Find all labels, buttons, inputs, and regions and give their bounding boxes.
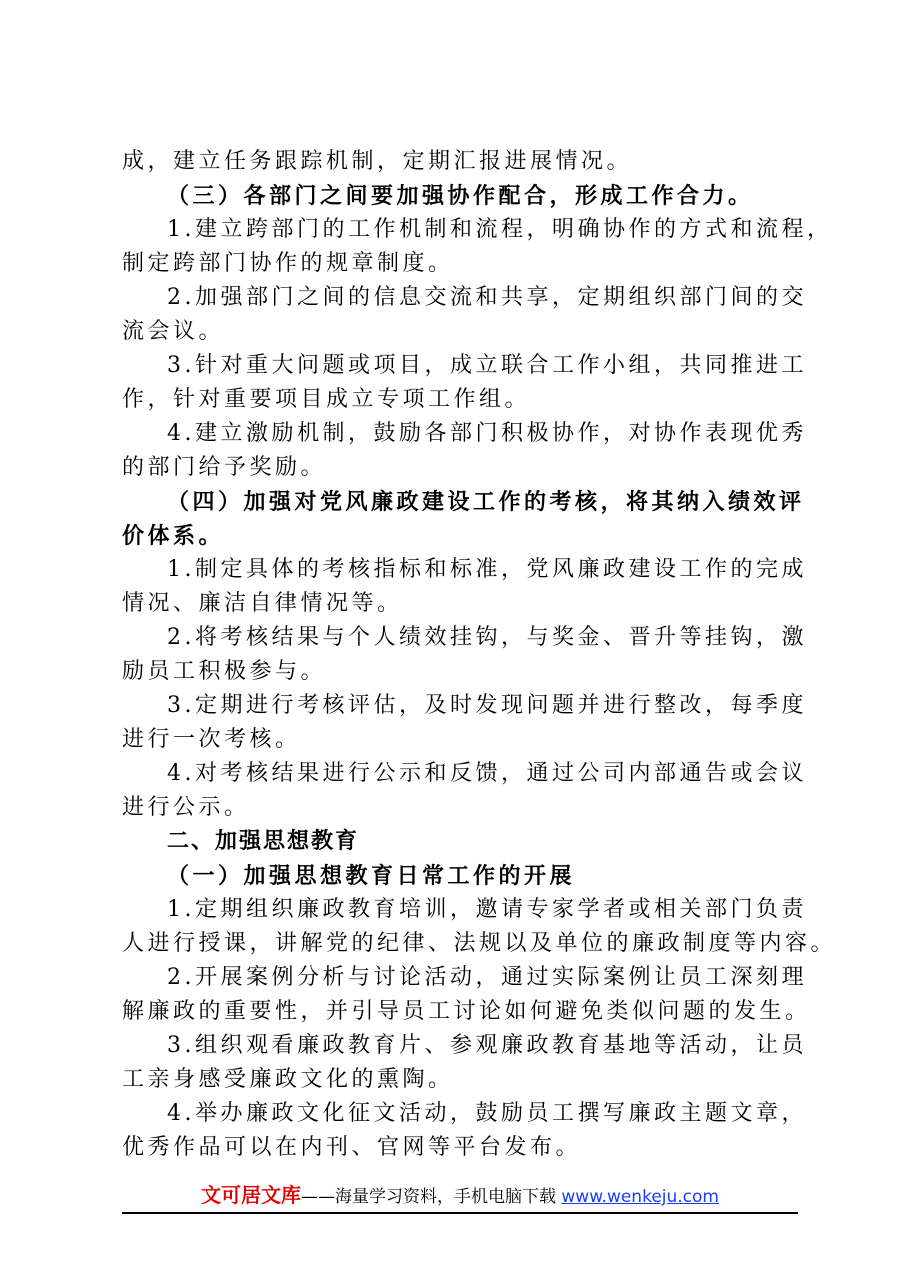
text-line: 3.组织观看廉政教育片、参观廉政教育基地等活动，让员 — [167, 1033, 807, 1058]
subsection-heading — [122, 485, 805, 553]
text-line: 解廉政的重要性，并引导员工讨论如何避免类似问题的发生。 — [122, 999, 811, 1024]
text-line: 4.对考核结果进行公示和反馈，通过公司内部通告或会议 — [167, 761, 807, 786]
text-line: 二、加强思想教育 — [167, 829, 360, 854]
text-line: 进行公示。 — [122, 795, 250, 820]
text-line: 1.定期组织廉政教育培训，邀请专家学者或相关部门负责 — [167, 897, 807, 922]
paragraph — [122, 213, 833, 281]
text-line: 制定跨部门协作的规章制度。 — [122, 251, 454, 276]
footer-brand: 文可居文库 — [200, 1183, 301, 1207]
text-line: 流会议。 — [122, 319, 225, 344]
paragraph — [122, 145, 798, 179]
text-line: （三）各部门之间要加强协作配合，形成工作合力。 — [167, 183, 754, 209]
text-line: 3.针对重大问题或项目，成立联合工作小组，共同推进工 — [167, 353, 807, 378]
text-line: 成，建立任务跟踪机制，定期汇报进展情况。 — [122, 149, 633, 174]
paragraph — [122, 1029, 807, 1097]
section-heading — [122, 825, 798, 859]
text-line: 4.建立激励机制，鼓励各部门积极协作，对协作表现优秀 — [167, 421, 807, 446]
paragraph — [122, 1097, 807, 1165]
text-line: 价体系。 — [122, 523, 225, 549]
text-line: 1.制定具体的考核指标和标准，党风廉政建设工作的完成 — [167, 557, 807, 582]
paragraph — [122, 621, 807, 689]
text-line: （一）加强思想教育日常工作的开展 — [167, 863, 576, 889]
text-line: 人进行授课，讲解党的纪律、法规以及单位的廉政制度等内容。 — [122, 931, 837, 956]
subsection-heading — [122, 859, 798, 893]
text-line: 4.举办廉政文化征文活动，鼓励员工撰写廉政主题文章， — [167, 1101, 807, 1126]
paragraph — [122, 553, 807, 621]
paragraph — [122, 893, 837, 961]
text-line: 2.加强部门之间的信息交流和共享，定期组织部门间的交 — [167, 285, 807, 310]
text-line: 励员工积极参与。 — [122, 659, 327, 684]
text-line: 工亲身感受廉政文化的熏陶。 — [122, 1067, 454, 1092]
paragraph — [122, 961, 811, 1029]
subsection-heading — [122, 179, 798, 213]
paragraph — [122, 417, 807, 485]
footer-banner — [122, 1180, 798, 1214]
paragraph — [122, 349, 807, 417]
text-line: 情况、廉洁自律情况等。 — [122, 591, 403, 616]
footer-link[interactable]: www.wenkeju.com — [561, 1187, 719, 1207]
text-line: （四）加强对党风廉政建设工作的考核，将其纳入绩效评 — [167, 489, 805, 515]
text-line: 2.将考核结果与个人绩效挂钩，与奖金、晋升等挂钩，激 — [167, 625, 807, 650]
text-line: 作，针对重要项目成立专项工作组。 — [122, 387, 531, 412]
text-line: 的部门给予奖励。 — [122, 455, 327, 480]
text-line: 优秀作品可以在内刊、官网等平台发布。 — [122, 1135, 582, 1160]
text-line: 2.开展案例分析与讨论活动，通过实际案例让员工深刻理 — [167, 965, 807, 990]
footer-slogan: ——海量学习资料，手机电脑下载 — [300, 1187, 556, 1207]
paragraph — [122, 757, 807, 825]
text-line: 进行一次考核。 — [122, 727, 301, 752]
text-line: 3.定期进行考核评估，及时发现问题并进行整改，每季度 — [167, 693, 807, 718]
text-line: 1.建立跨部门的工作机制和流程，明确协作的方式和流程， — [167, 217, 833, 242]
paragraph — [122, 281, 807, 349]
document-body — [122, 145, 837, 1165]
paragraph — [122, 689, 807, 757]
